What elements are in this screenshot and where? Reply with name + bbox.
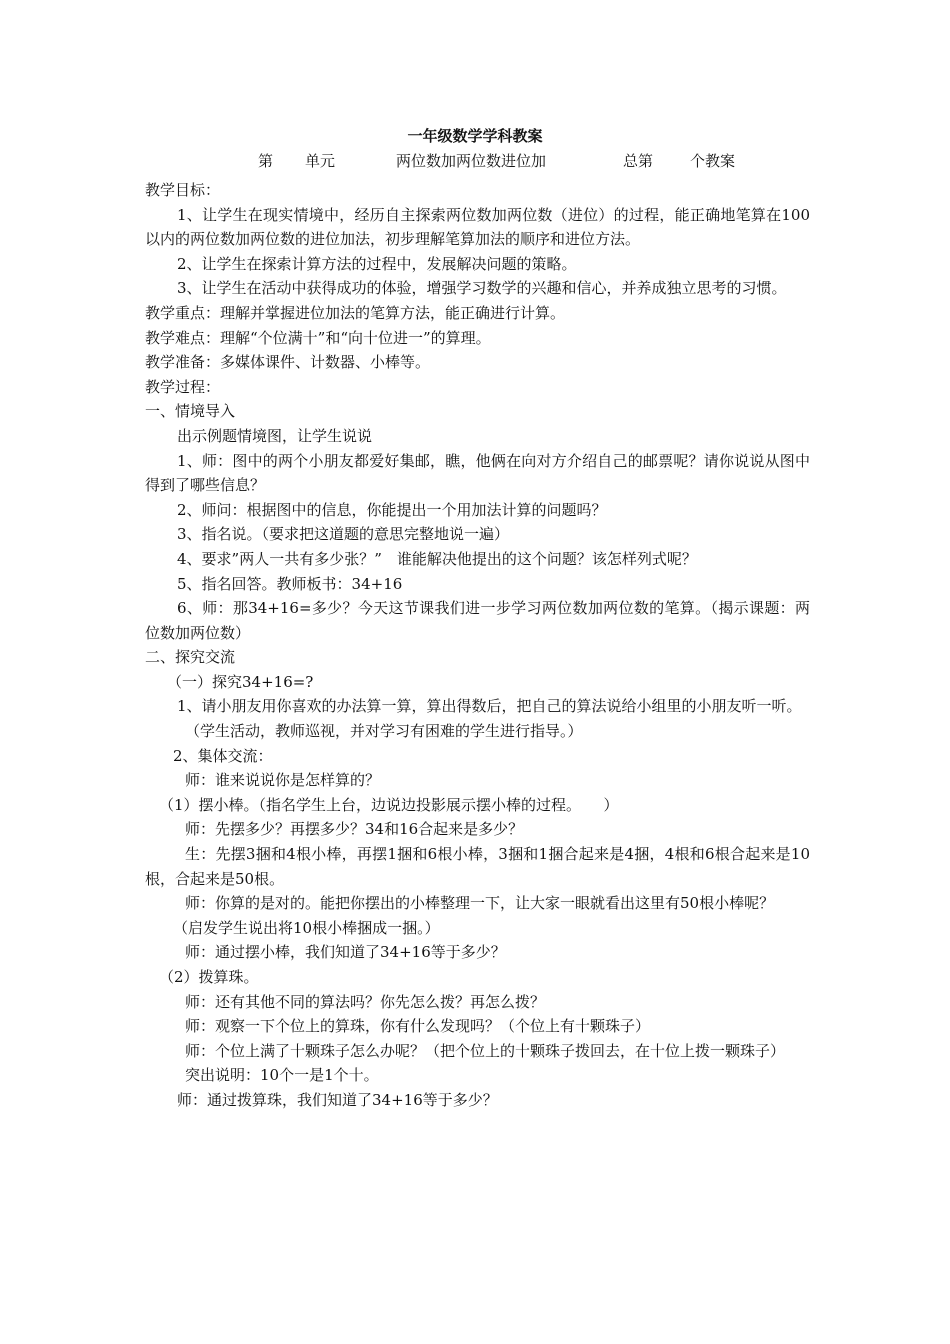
paragraph: 1、师：图中的两个小朋友都爱好集邮，瞧，他俩在向对方介绍自己的邮票呢？请你说说从图中得到了哪些信息？ [145, 451, 810, 495]
paragraph: 生：先摆3捆和4根小棒，再摆1捆和6根小棒，3捆和1捆合起来是4捆，4根和6根合起来是10根，合起来是50根。 [145, 845, 810, 888]
paragraph: 师：先摆多少？再摆多少？34和16合起来是多少？ [185, 820, 524, 839]
paragraph: 突出说明：10个一是1个十。 [185, 1066, 379, 1085]
paragraph: 师：通过摆小棒，我们知道了34+16等于多少？ [185, 943, 506, 962]
subsection-heading: （一）探究34+16=? [167, 672, 314, 691]
paragraph: 3、让学生在活动中获得成功的体验，增强学习数学的兴趣和信心，并养成独立思考的习惯。 [177, 279, 787, 298]
document-title: 一年级数学学科教案 [407, 127, 543, 145]
paragraph: 师：你算的是对的。能把你摆出的小棒整理一下，让大家一眼就看出这里有50根小棒呢？ [185, 894, 775, 913]
document-body [145, 178, 810, 1113]
paragraph-difficulties: 教学难点：理解“个位满十”和“向十位进一”的算理。 [145, 328, 491, 347]
section-heading: 一、情境导入 [145, 402, 236, 421]
paragraph: 4、要求”两人一共有多少张？” 谁能解决他提出的这个问题？该怎样列式呢？ [177, 549, 697, 568]
paragraph-preparation: 教学准备：多媒体课件、计数器、小棒等。 [145, 353, 431, 372]
paragraph: 1、请小朋友用你喜欢的办法算一算，算出得数后，把自己的算法说给小组里的小朋友听一听。 [177, 697, 802, 716]
section-heading-objectives: 教学目标： [145, 181, 221, 199]
paragraph: （2）拨算珠。 [159, 968, 259, 986]
paragraph: 师：还有其他不同的算法吗？你先怎么拨？再怎么拨？ [185, 992, 546, 1011]
total-suffix: 个教案 [690, 152, 736, 170]
lesson-topic: 两位数加两位数进位加 [396, 152, 547, 170]
paragraph: 2、集体交流： [173, 746, 273, 765]
section-heading-process: 教学过程： [145, 377, 221, 396]
paragraph: （1）摆小棒。（指名学生上台，边说边投影展示摆小棒的过程。 ） [159, 795, 619, 814]
section-heading: 二、探究交流 [145, 648, 236, 667]
paragraph: 1、让学生在现实情境中，经历自主探索两位数加两位数（进位）的过程，能正确地笔算在100以内的两位数加两位数的进位加法，初步理解笔算加法的顺序和进位方法。 [145, 205, 810, 249]
paragraph: 2、师问：根据图中的信息，你能提出一个用加法计算的问题吗？ [177, 500, 607, 519]
paragraph: 师：谁来说说你是怎样算的？ [185, 771, 381, 790]
paragraph: （启发学生说出将10根小棒捆成一捆。） [173, 918, 440, 937]
paragraph: 2、让学生在探索计算方法的过程中，发展解决问题的策略。 [177, 254, 577, 273]
paragraph: 出示例题情境图，让学生说说 [177, 426, 373, 445]
paragraph: 6、师：那34+16=多少？今天这节课我们进一步学习两位数加两位数的笔算。（揭示课题：两位数加两位数） [145, 599, 810, 642]
paragraph: 师：通过拨算珠，我们知道了34+16等于多少？ [177, 1090, 498, 1109]
paragraph: 师：观察一下个位上的算珠，你有什么发现吗？（个位上有十颗珠子） [185, 1017, 651, 1036]
paragraph: 师：个位上满了十颗珠子怎么办呢？（把个位上的十颗珠子拨回去，在十位上拨一颗珠子） [185, 1041, 786, 1060]
unit-suffix: 单元 [305, 152, 336, 170]
paragraph: （学生活动，教师巡视，并对学习有困难的学生进行指导。） [185, 722, 583, 741]
total-prefix: 总第 [623, 152, 654, 170]
unit-prefix: 第 [258, 152, 274, 170]
paragraph-key-points: 教学重点：理解并掌握进位加法的笔算方法，能正确进行计算。 [145, 303, 566, 322]
paragraph: 3、指名说。（要求把这道题的意思完整地说一遍） [177, 525, 510, 544]
document-subtitle [0, 150, 950, 172]
paragraph: 5、指名回答。教师板书：34+16 [177, 574, 403, 593]
